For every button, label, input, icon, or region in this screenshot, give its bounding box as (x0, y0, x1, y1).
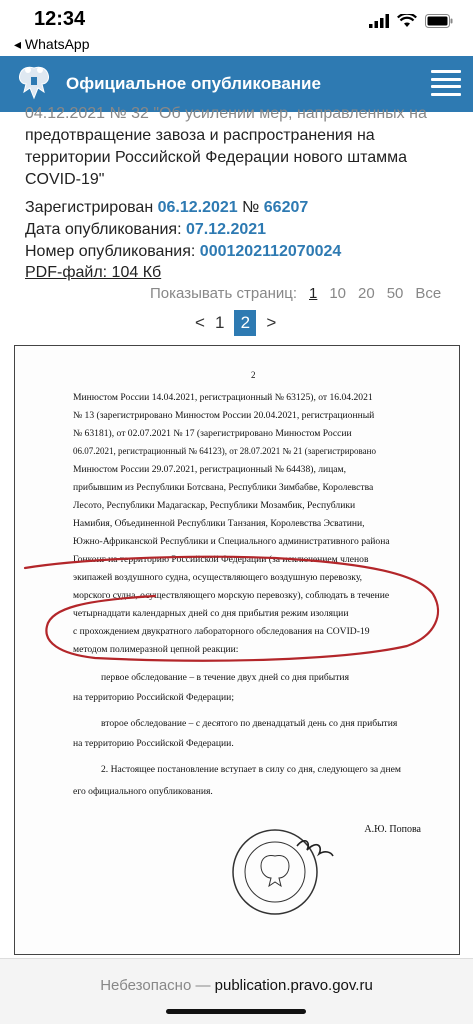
doc-line: № 63181), от 02.07.2021 № 17 (зарегистрировано Минюстом России (73, 428, 352, 439)
not-secure-label: Небезопасно — (100, 977, 211, 994)
doc-line: Южно-Африканской Республики и Специального административного района (73, 536, 390, 547)
doc-line: Лесото, Республики Мадагаскар, Республики Мозамбик, Республики (73, 500, 356, 511)
doc-line: его официального опубликования. (73, 786, 213, 797)
header-title: Официальное опубликование (66, 74, 321, 93)
doc-line: 2. Настоящее постановление вступает в силу со дня, следующего за днем (101, 764, 401, 775)
prev-page-button[interactable]: < (195, 313, 205, 332)
registration-info (25, 199, 455, 217)
title-line: территории Российской Федерации нового штамма (25, 149, 408, 166)
doc-line: № 13 (зарегистрировано Минюстом России 20.04.2021, регистрационный (73, 410, 375, 421)
title-line: 04.12.2021 № 32 "Об усилении мер, направленных на (25, 105, 427, 122)
registered-date: 06.12.2021 (157, 199, 238, 216)
doc-line: экипажей воздушного судна, осуществляющего воздушную перевозку, (73, 572, 363, 583)
pdf-row (25, 264, 455, 282)
battery-icon (425, 14, 453, 28)
url-domain: publication.pravo.gov.ru (214, 977, 373, 994)
page-number: 2 (251, 370, 256, 380)
pagination (195, 310, 276, 336)
pub-date-value: 07.12.2021 (185, 221, 267, 238)
pub-num-label: Номер опубликования: (25, 243, 196, 260)
url-display[interactable] (0, 977, 473, 994)
status-icons (369, 14, 453, 28)
browser-url-bar[interactable] (0, 958, 473, 1024)
doc-line: методом полимеразной цепной реакции: (73, 644, 239, 655)
doc-line: Минюстом России 29.07.2021, регистрационный № 64438), лицам, (73, 464, 347, 475)
pages-per-view-selector (150, 285, 453, 302)
doc-line: второе обследование – с десятого по двенадцатый день со дня прибытия (101, 718, 398, 729)
pages-option-all[interactable]: Все (415, 285, 442, 302)
wifi-icon (397, 14, 417, 28)
current-page[interactable]: 2 (234, 310, 256, 336)
doc-line: на территорию Российской Федерации; (73, 692, 234, 703)
document-page-scan (14, 345, 460, 955)
registered-label: Зарегистрирован (25, 199, 154, 216)
title-line: предотвращение завоза и распространения на (25, 127, 375, 144)
coat-of-arms-logo (14, 62, 54, 106)
doc-line: морского судна, осуществляющего морскую перевозку), соблюдать в течение (73, 590, 390, 601)
signer-name: А.Ю. Попова (364, 824, 421, 835)
registered-num-sign: № (242, 199, 260, 216)
doc-line: Гонконг на территорию Российской Федерации (за исключением членов (73, 554, 369, 565)
page-1-button[interactable]: 1 (214, 313, 225, 332)
back-to-whatsapp-link[interactable]: ◂ WhatsApp (14, 36, 90, 52)
pages-option-50[interactable]: 50 (386, 285, 404, 302)
doc-line: Намибия, Объединенной Республики Танзания, Королевства Эсватини, (73, 518, 365, 529)
title-line: COVID-19" (25, 171, 105, 188)
clock: 12:34 (34, 8, 86, 30)
publication-date (25, 221, 455, 239)
doc-line: четырнадцати календарных дней со дня прибытия режим изоляции (73, 608, 349, 619)
pages-option-10[interactable]: 10 (329, 285, 347, 302)
home-indicator[interactable] (166, 1009, 306, 1014)
pdf-download-link[interactable]: PDF-файл: 104 Кб (25, 264, 162, 281)
hamburger-menu-icon[interactable] (431, 70, 461, 96)
signal-icon (369, 14, 389, 28)
publication-number (25, 243, 455, 261)
status-bar (0, 0, 473, 56)
doc-line: с прохождением двукратного лабораторного обследования на COVID-19 (73, 626, 370, 637)
doc-line: первое обследование – в течение двух дней со дня прибытия (101, 672, 349, 683)
doc-line: прибывшим из Республики Ботсвана, Республики Зимбабве, Королевства (73, 482, 374, 493)
pages-option-20[interactable]: 20 (358, 285, 375, 302)
doc-line: на территорию Российской Федерации. (73, 738, 234, 749)
pub-num-value: 0001202112070024 (199, 243, 342, 260)
official-seal-stamp (227, 816, 337, 926)
document-title (25, 103, 455, 191)
doc-line: 06.07.2021, регистрационный № 64123), от 28.07.2021 № 21 (зарегистрировано (73, 446, 376, 456)
pages-label: Показывать страниц: (150, 285, 297, 302)
doc-line: Минюстом России 14.04.2021, регистрационный № 63125), от 16.04.2021 (73, 392, 373, 403)
pub-date-label: Дата опубликования: (25, 221, 182, 238)
registered-number: 66207 (263, 199, 309, 216)
next-page-button[interactable]: > (266, 313, 277, 332)
pages-option-1[interactable]: 1 (309, 285, 318, 302)
